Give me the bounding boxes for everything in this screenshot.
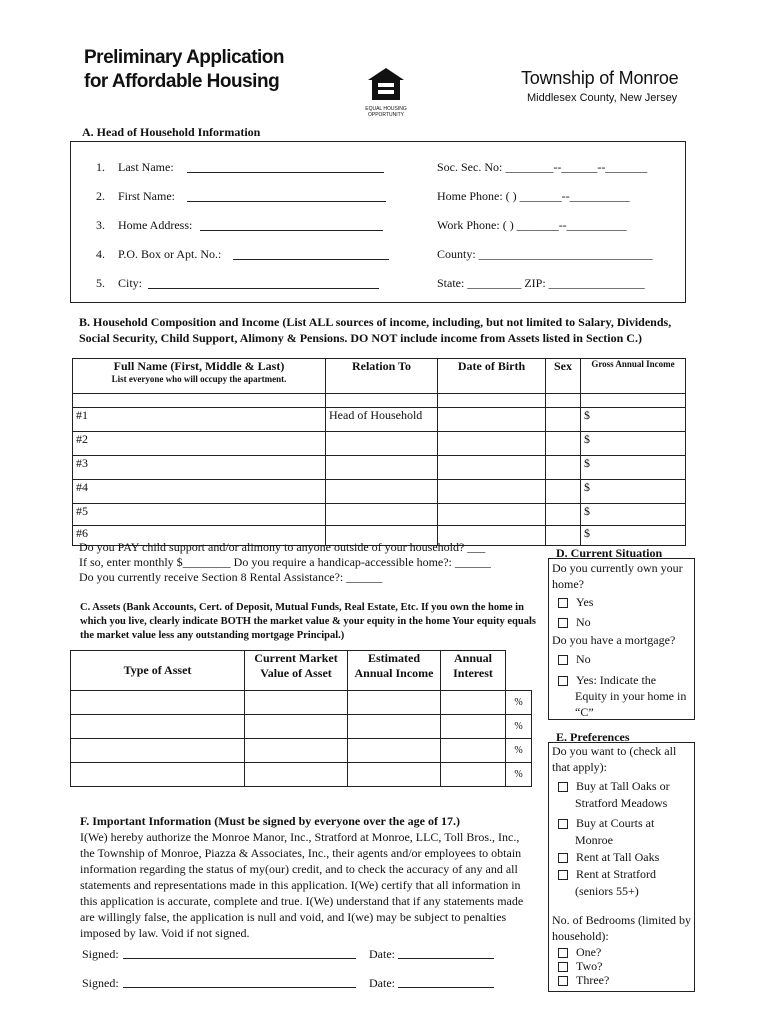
mortgage-no-option[interactable] [558, 651, 591, 667]
table-row[interactable] [73, 456, 686, 480]
col-income-header: Gross Annual Income [581, 359, 686, 394]
pct-cell: % [506, 739, 532, 763]
date-label-2: Date: [369, 976, 395, 990]
col-name-sub: List everyone who will occupy the apartment. [111, 374, 287, 384]
own-no-label: No [576, 615, 591, 629]
member-num: #5 [73, 504, 326, 526]
signed-label-2: Signed: [82, 976, 119, 990]
checkbox-icon[interactable] [558, 853, 568, 863]
home-address-field[interactable] [200, 219, 383, 231]
table-row[interactable] [71, 715, 532, 739]
mortgage-no-label: No [576, 652, 591, 666]
home-phone-field[interactable]: Home Phone: ( ) _______--__________ [437, 189, 630, 203]
title-line-2: for Affordable Housing [84, 71, 280, 92]
last-name-label: Last Name: [118, 160, 174, 174]
soc-sec-field[interactable]: Soc. Sec. No: ________--______--_______ [437, 160, 648, 174]
pref-buy-courts[interactable] [558, 815, 690, 849]
table-row[interactable] [71, 763, 532, 787]
signature-field-1[interactable] [123, 947, 356, 959]
col-dob-header: Date of Birth [438, 359, 546, 394]
pct-cell: % [506, 763, 532, 787]
section-d-heading: D. Current Situation [556, 546, 663, 560]
bedroom-one-option[interactable] [558, 945, 601, 959]
row-5-num: 5. [96, 276, 105, 290]
table-row[interactable] [73, 408, 686, 432]
section-f-body: I(We) hereby authorize the Monroe Manor, Inc., Stratford at Monroe, LLC, Toll Bros., Inc., the Township of Monroe, Piazza & Associates, Inc., their agents and/or employees to obtain information regarding the status of my(our) credit, and to check the accuracy of any and all statements and representations made in this application. I(We) certify that all information in this application is accurate, complete and true. I(We) understand that if any statements made are willingly false, the application is null and void, and I(we) may be subject to penalties imposed by law. Void if not signed. [80, 830, 524, 940]
member-relation [326, 480, 438, 504]
bedroom-two-label: Two? [576, 959, 603, 973]
member-num: #3 [73, 456, 326, 480]
col-name-title: Full Name (First, Middle & Last) [113, 359, 285, 373]
checkbox-icon[interactable] [558, 618, 568, 628]
row-3-num: 3. [96, 218, 105, 232]
col-interest-header: Annual Interest [441, 651, 506, 691]
logo-caption-1: EQUAL HOUSING [365, 106, 407, 112]
signed-label-1: Signed: [82, 947, 119, 961]
col-market-header: Current Market Value of Asset [245, 651, 348, 691]
own-yes-label: Yes [576, 595, 594, 609]
member-income: $ [581, 526, 686, 546]
table-row[interactable] [71, 691, 532, 715]
county-field[interactable]: County: _____________________________ [437, 247, 653, 261]
section-f-heading: F. Important Information (Must be signed by everyone over the age of 17.) [80, 814, 460, 828]
state-zip-field[interactable]: State: _________ ZIP: ________________ [437, 276, 645, 290]
preferences-prompt: Do you want to (check all that apply): [552, 744, 677, 774]
row-4-num: 4. [96, 247, 105, 261]
pct-cell: % [506, 715, 532, 739]
pref-rent-tall-oaks[interactable] [558, 849, 690, 865]
checkbox-icon[interactable] [558, 870, 568, 880]
bedroom-two-option[interactable] [558, 959, 602, 973]
section-e-heading: E. Preferences [556, 730, 630, 744]
col-type-header: Type of Asset [71, 651, 245, 691]
title-line-1: Preliminary Application [84, 47, 285, 68]
checkbox-icon[interactable] [558, 598, 568, 608]
q-handicap[interactable]: If so, enter monthly $________ Do you require a handicap-accessible home?: ______ [79, 555, 491, 569]
member-num: #6 [73, 526, 326, 546]
support-questions [79, 540, 491, 585]
bedroom-three-label: Three? [576, 973, 610, 987]
equal-housing-logo [364, 66, 408, 118]
mortgage-yes-option[interactable] [558, 672, 690, 720]
po-box-field[interactable] [233, 248, 389, 260]
city-label: City: [118, 276, 143, 290]
signature-field-2[interactable] [123, 976, 356, 988]
first-name-field[interactable] [187, 190, 386, 202]
table-row[interactable] [71, 739, 532, 763]
first-name-label: First Name: [118, 189, 175, 203]
checkbox-icon[interactable] [558, 655, 568, 665]
q-section8[interactable]: Do you currently receive Section 8 Rental Assistance?: ______ [79, 570, 383, 584]
bedroom-three-option[interactable] [558, 973, 609, 987]
member-income: $ [581, 456, 686, 480]
q-mortgage: Do you have a mortgage? [552, 633, 676, 647]
table-row[interactable] [73, 432, 686, 456]
county-name: Middlesex County, New Jersey [527, 92, 678, 104]
own-no-option[interactable] [558, 614, 591, 630]
po-box-label: P.O. Box or Apt. No.: [118, 247, 222, 261]
table-row[interactable] [73, 480, 686, 504]
member-relation: Head of Household [326, 408, 438, 432]
section-a-heading: A. Head of Household Information [82, 125, 261, 139]
mortgage-yes-label: Yes: Indicate the Equity in your home in “C” [575, 673, 687, 719]
household-table [72, 358, 686, 546]
assets-table [70, 650, 532, 787]
date-field-1[interactable] [398, 947, 494, 959]
checkbox-icon[interactable] [558, 819, 568, 829]
section-f [80, 813, 535, 941]
pref-rent-stratford[interactable] [558, 866, 690, 900]
col-sex-header: Sex [546, 359, 581, 394]
q-child-support[interactable]: Do you PAY child support and/or alimony to anyone outside of your household? ___ [79, 540, 486, 554]
col-relation-header: Relation To [326, 359, 438, 394]
last-name-field[interactable] [187, 161, 384, 173]
pref-rent-tall-oaks-label: Rent at Tall Oaks [576, 850, 660, 864]
member-income: $ [581, 504, 686, 526]
member-relation [326, 504, 438, 526]
member-income: $ [581, 432, 686, 456]
pref-buy-courts-label: Buy at Courts at Monroe [575, 816, 655, 847]
pct-cell: % [506, 691, 532, 715]
house-icon [364, 66, 408, 102]
checkbox-icon[interactable] [558, 962, 568, 972]
logo-caption-2: OPPORTUNITY [367, 112, 405, 118]
section-b-heading: B. Household Composition and Income (List ALL sources of income, including, but not limited to Salary, Dividends, Social Security, Child Support, Alimony & Pensions. DO NOT include income from Assets listed in Section C.) [79, 315, 672, 345]
township-name: Township of Monroe [521, 68, 679, 88]
member-income: $ [581, 408, 686, 432]
checkbox-icon[interactable] [558, 948, 568, 958]
checkbox-icon[interactable] [558, 976, 568, 986]
member-income: $ [581, 480, 686, 504]
work-phone-field[interactable]: Work Phone: ( ) _______--__________ [437, 218, 627, 232]
date-field-2[interactable] [398, 976, 494, 988]
row-2-num: 2. [96, 189, 105, 203]
pref-rent-stratford-label: Rent at Stratford (seniors 55+) [575, 867, 656, 898]
pref-buy-tall-oaks[interactable] [558, 778, 690, 812]
date-label-1: Date: [369, 947, 395, 961]
col-est-income-header: Estimated Annual Income [348, 651, 441, 691]
col-name-header [73, 359, 326, 394]
form-title [84, 46, 284, 94]
table-row[interactable] [73, 504, 686, 526]
own-yes-option[interactable] [558, 594, 593, 610]
bedrooms-prompt: No. of Bedrooms (limited by household): [552, 913, 691, 943]
section-c-heading: C. Assets (Bank Accounts, Cert. of Deposit, Mutual Funds, Real Estate, Etc. If you own the home in which you live, clearly indicate BOTH the market value & your equity in the home Your equity equals the market value less any outstanding mortgage Principal.) [80, 602, 536, 641]
checkbox-icon[interactable] [558, 676, 568, 686]
row-1-num: 1. [96, 160, 105, 174]
member-num: #1 [73, 408, 326, 432]
checkbox-icon[interactable] [558, 782, 568, 792]
home-address-label: Home Address: [118, 218, 193, 232]
member-num: #4 [73, 480, 326, 504]
member-relation [326, 456, 438, 480]
member-relation [326, 432, 438, 456]
member-num: #2 [73, 432, 326, 456]
city-field[interactable] [148, 277, 379, 289]
q-own-home: Do you currently own your home? [552, 561, 683, 591]
bedroom-one-label: One? [576, 945, 602, 959]
pref-buy-tall-oaks-label: Buy at Tall Oaks or Stratford Meadows [575, 779, 670, 810]
